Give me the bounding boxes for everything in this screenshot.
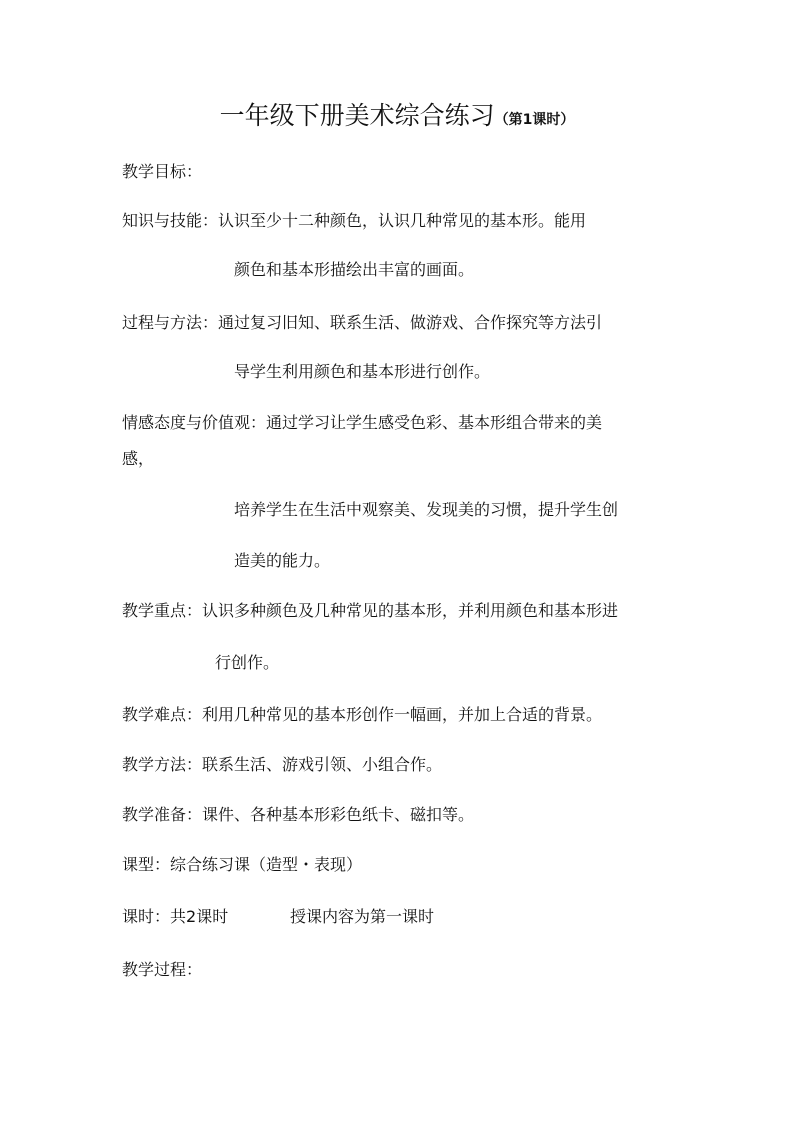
lesson-time-label: 课时： <box>122 907 171 926</box>
knowledge-line-1 <box>122 209 586 233</box>
key-point-text-1: 认识多种颜色及几种常见的基本形，并利用颜色和基本形进 <box>202 601 619 620</box>
lesson-type-line <box>122 853 362 877</box>
preparation-line <box>122 803 474 827</box>
difficulty-line <box>122 703 602 727</box>
lesson-time-line <box>122 905 228 929</box>
knowledge-line-2: 颜色和基本形描绘出丰富的画面。 <box>234 260 475 279</box>
process-label: 过程与方法： <box>122 313 219 332</box>
document-title <box>0 96 794 140</box>
emotion-label: 情感态度与价值观： <box>122 413 267 432</box>
emotion-line-1 <box>122 411 602 435</box>
process-line-1 <box>122 311 602 335</box>
preparation-text: 课件、各种基本形彩色纸卡、磁扣等。 <box>202 805 475 824</box>
process-line-2: 导学生利用颜色和基本形进行创作。 <box>234 362 491 381</box>
lesson-type-text: 综合练习课（造型・表现） <box>170 855 363 874</box>
title-subtitle: （第1课时） <box>494 112 575 128</box>
knowledge-text-1: 认识至少十二种颜色，认识几种常见的基本形。能用 <box>218 211 587 230</box>
key-point-label: 教学重点： <box>122 601 203 620</box>
lesson-type-label: 课型： <box>122 855 171 874</box>
method-line <box>122 753 442 777</box>
lesson-time-text: 共2课时 <box>170 907 229 926</box>
title-main: 一年级下册美术综合练习 <box>219 101 495 130</box>
emotion-line-3: 培养学生在生活中观察美、发现美的习惯，提升学生创 <box>234 500 619 519</box>
objectives-heading: 教学目标： <box>122 162 203 181</box>
method-text: 联系生活、游戏引领、小组合作。 <box>202 755 443 774</box>
key-point-line-1 <box>122 599 618 623</box>
emotion-line-2: 感， <box>122 449 155 468</box>
emotion-text-1: 通过学习让学生感受色彩、基本形组合带来的美 <box>266 413 603 432</box>
preparation-label: 教学准备： <box>122 805 203 824</box>
process-heading: 教学过程： <box>122 960 203 979</box>
difficulty-text: 利用几种常见的基本形创作一幅画，并加上合适的背景。 <box>202 705 603 724</box>
lesson-time-note: 授课内容为第一课时 <box>290 907 435 926</box>
knowledge-label: 知识与技能： <box>122 211 219 230</box>
emotion-line-4: 造美的能力。 <box>234 551 331 570</box>
difficulty-label: 教学难点： <box>122 705 203 724</box>
process-text-1: 通过复习旧知、联系生活、做游戏、合作探究等方法引 <box>218 313 603 332</box>
key-point-line-2: 行创作。 <box>215 653 280 672</box>
method-label: 教学方法： <box>122 755 203 774</box>
